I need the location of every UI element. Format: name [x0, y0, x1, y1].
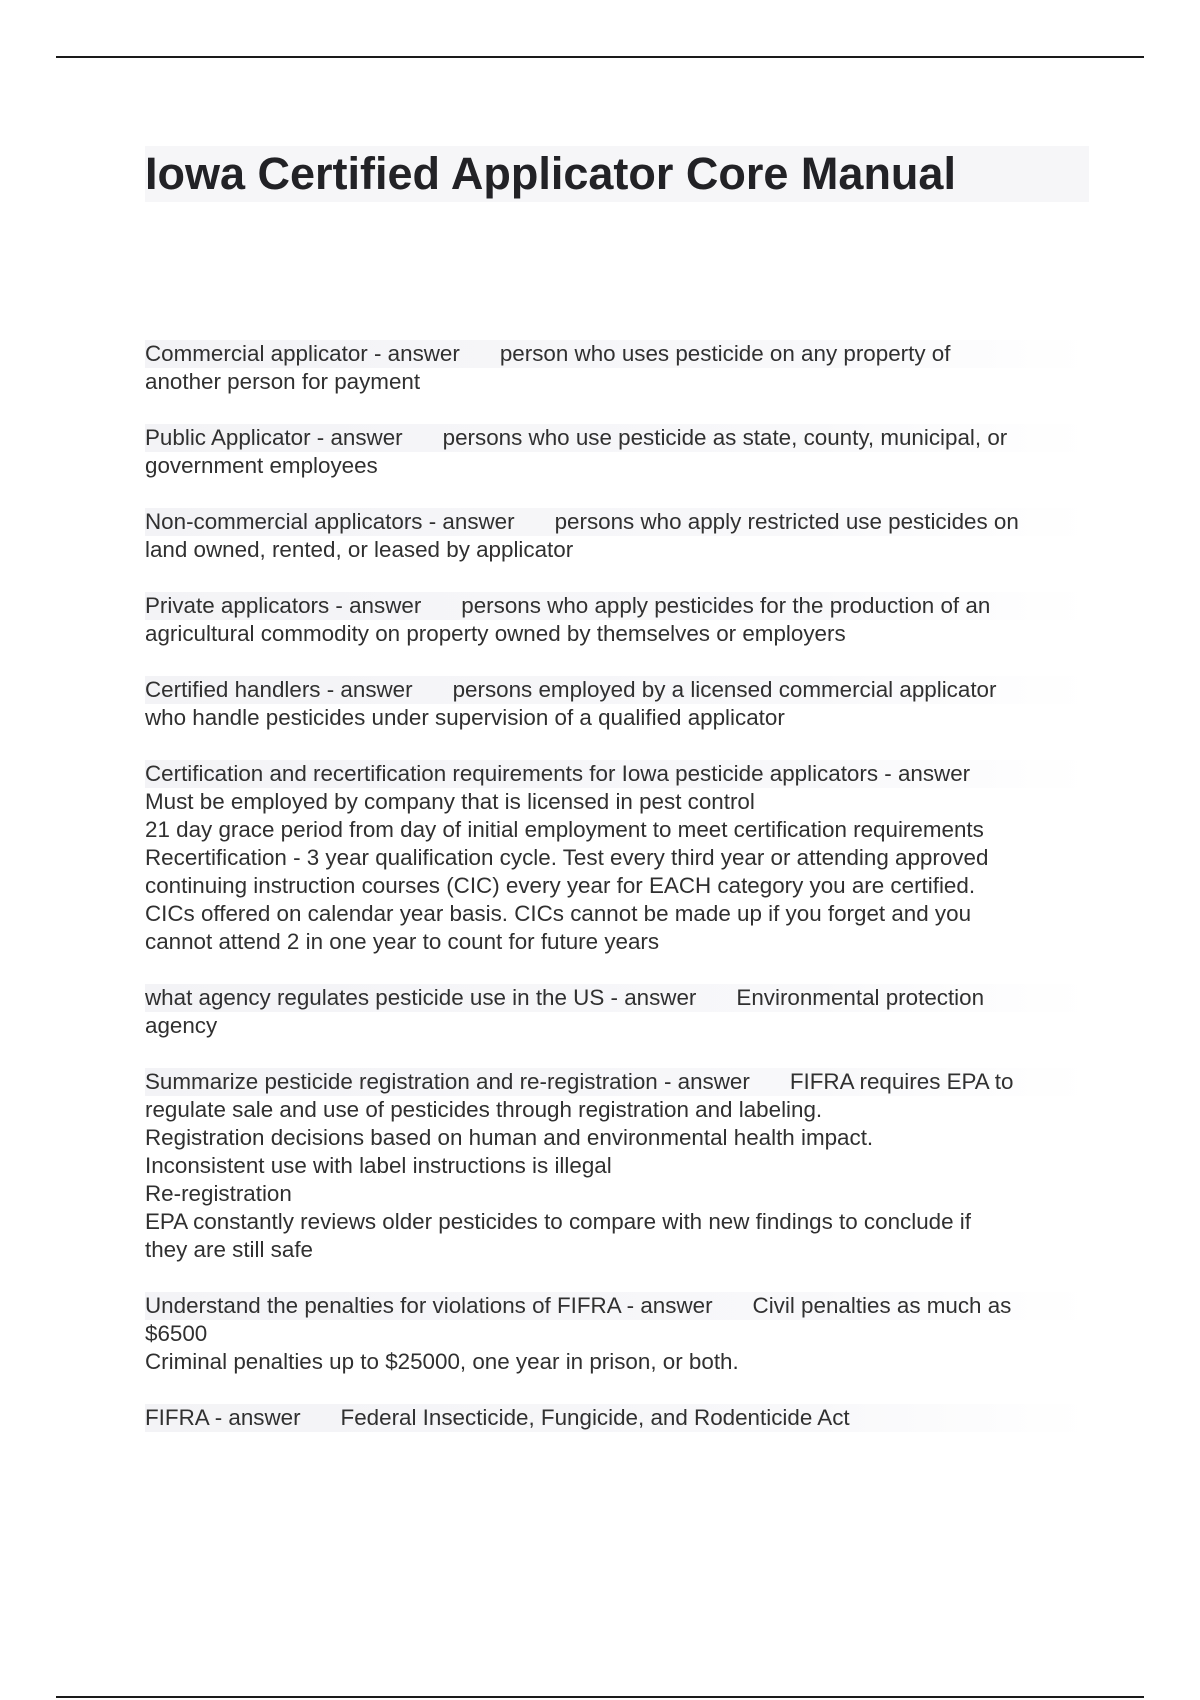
entry-answer-line: cannot attend 2 in one year to count for future years: [145, 929, 660, 954]
entry-answer-line: Must be employed by company that is licensed in pest control: [145, 789, 755, 814]
flashcard-entry: [145, 984, 1089, 1040]
flashcard-entry: [145, 760, 1089, 956]
entry-term: FIFRA: [145, 1405, 209, 1430]
answer-marker: - answer: [326, 677, 413, 702]
flashcard-entry: [145, 1068, 1089, 1264]
entry-answer-line: they are still safe: [145, 1237, 314, 1262]
flashcard-entry: [145, 592, 1089, 648]
flashcard-list: [145, 340, 1089, 1432]
answer-marker: - answer: [214, 1405, 301, 1430]
flashcard-entry: [145, 1404, 1089, 1432]
entry-answer-line: 21 day grace period from day of initial employment to meet certification requirements: [145, 817, 984, 842]
answer-marker: - answer: [335, 593, 422, 618]
answer-marker: - answer: [610, 985, 697, 1010]
entry-answer-line: regulate sale and use of pesticides through registration and labeling.: [145, 1097, 823, 1122]
entry-answer-text: persons who use pesticide as state, county, municipal, or: [442, 425, 1008, 450]
entry-answer-text: Environmental protection: [736, 985, 985, 1010]
entry-answer-text: FIFRA requires EPA to: [789, 1069, 1014, 1094]
entry-term: Certification and recertification requirements for Iowa pesticide applicators: [145, 761, 879, 786]
entry-answer-line: agency: [145, 1013, 218, 1038]
entry-answer-line: Criminal penalties up to $25000, one year in prison, or both.: [145, 1349, 739, 1374]
entry-answer-text: persons who apply restricted use pesticides on: [554, 509, 1019, 534]
header-rule: [56, 56, 1144, 58]
document-page: [145, 146, 1089, 1460]
entry-term: Non-commercial applicators: [145, 509, 423, 534]
answer-marker: - answer: [428, 509, 515, 534]
entry-answer-text: persons who apply pesticides for the production of an: [461, 593, 991, 618]
answer-marker: - answer: [626, 1293, 713, 1318]
entry-term: what agency regulates pesticide use in the US: [145, 985, 605, 1010]
entry-answer-line: Inconsistent use with label instructions is illegal: [145, 1153, 612, 1178]
flashcard-entry: [145, 340, 1089, 396]
entry-question-line: [145, 760, 1089, 788]
entry-term: Understand the penalties for violations of FIFRA: [145, 1293, 621, 1318]
answer-marker: - answer: [663, 1069, 750, 1094]
flashcard-entry: [145, 676, 1089, 732]
entry-answer-line: land owned, rented, or leased by applicator: [145, 537, 574, 562]
entry-answer-line: Recertification - 3 year qualification cycle. Test every third year or attending approved: [145, 845, 989, 870]
entry-answer-line: agricultural commodity on property owned by themselves or employers: [145, 621, 846, 646]
answer-marker: - answer: [316, 425, 403, 450]
entry-answer-line: $6500: [145, 1321, 208, 1346]
entry-question-line: [145, 340, 1089, 368]
entry-answer-text: persons employed by a licensed commercial applicator: [452, 677, 997, 702]
entry-question-line: [145, 1404, 1089, 1432]
entry-answer-line: CICs offered on calendar year basis. CICs cannot be made up if you forget and you: [145, 901, 972, 926]
answer-marker: - answer: [884, 761, 971, 786]
entry-answer-line: EPA constantly reviews older pesticides to compare with new findings to conclude if: [145, 1209, 971, 1234]
entry-answer-line: government employees: [145, 453, 378, 478]
entry-question-line: [145, 508, 1089, 536]
document-title: Iowa Certified Applicator Core Manual: [145, 148, 956, 199]
title-block: [145, 146, 1089, 202]
entry-term: Summarize pesticide registration and re-registration: [145, 1069, 658, 1094]
entry-term: Certified handlers: [145, 677, 321, 702]
entry-answer-text: person who uses pesticide on any property of: [499, 341, 951, 366]
entry-term: Commercial applicator: [145, 341, 368, 366]
entry-answer-line: Registration decisions based on human and environmental health impact.: [145, 1125, 874, 1150]
entry-answer-line: another person for payment: [145, 369, 421, 394]
entry-answer-line: who handle pesticides under supervision of a qualified applicator: [145, 705, 785, 730]
entry-question-line: [145, 592, 1089, 620]
entry-answer-text: Civil penalties as much as: [752, 1293, 1012, 1318]
entry-question-line: [145, 424, 1089, 452]
entry-answer-line: continuing instruction courses (CIC) every year for EACH category you are certified.: [145, 873, 976, 898]
flashcard-entry: [145, 424, 1089, 480]
entry-question-line: [145, 984, 1089, 1012]
entry-answer-line: Re-registration: [145, 1181, 292, 1206]
entry-question-line: [145, 1292, 1089, 1320]
flashcard-entry: [145, 508, 1089, 564]
entry-term: Private applicators: [145, 593, 330, 618]
entry-term: Public Applicator: [145, 425, 311, 450]
entry-question-line: [145, 676, 1089, 704]
entry-answer-text: Federal Insecticide, Fungicide, and Rodenticide Act: [340, 1405, 850, 1430]
answer-marker: - answer: [373, 341, 460, 366]
entry-question-line: [145, 1068, 1089, 1096]
flashcard-entry: [145, 1292, 1089, 1376]
footer-rule: [56, 1696, 1144, 1698]
